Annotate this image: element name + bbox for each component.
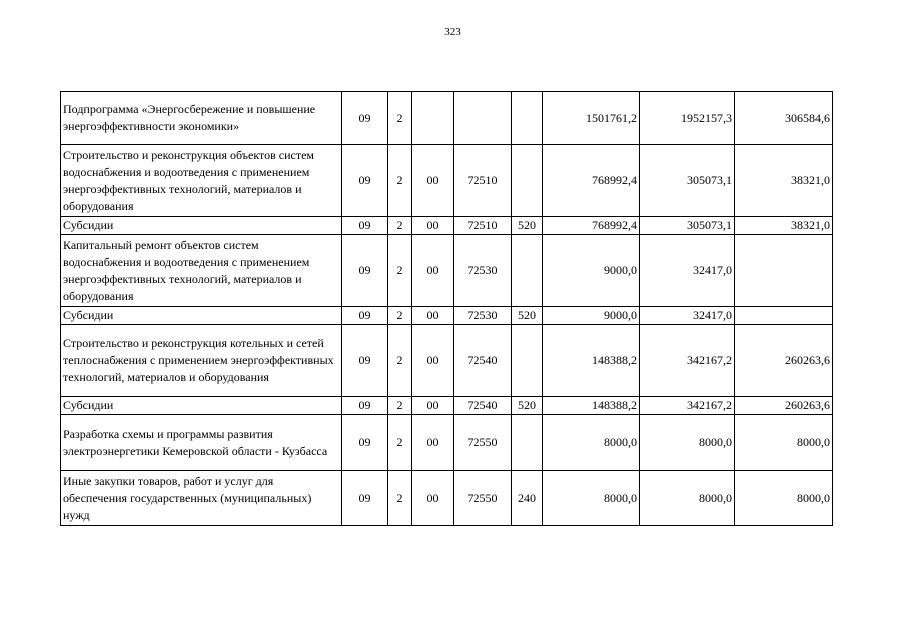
row-name: Субсидии — [61, 397, 342, 415]
table-row — [61, 471, 833, 526]
program-code: 2 — [388, 217, 412, 235]
table-row — [61, 397, 833, 415]
row-name: Строительство и реконструкция котельных и сетей теплоснабжения с применением энергоэффективных технологий, материалов и оборудования — [61, 325, 342, 397]
direction-code: 72540 — [454, 397, 512, 415]
expense-type-code: 520 — [512, 217, 543, 235]
table-row — [61, 307, 833, 325]
program-code: 2 — [388, 235, 412, 307]
amount-year-1: 9000,0 — [543, 307, 640, 325]
subprogram-code: 00 — [412, 415, 454, 471]
section-code: 09 — [342, 415, 388, 471]
expense-type-code — [512, 92, 543, 145]
section-code: 09 — [342, 145, 388, 217]
amount-year-2: 305073,1 — [640, 145, 735, 217]
table-row — [61, 415, 833, 471]
budget-table — [60, 91, 833, 526]
section-code: 09 — [342, 217, 388, 235]
direction-code: 72550 — [454, 471, 512, 526]
amount-year-1: 8000,0 — [543, 415, 640, 471]
row-name: Разработка схемы и программы развития электроэнергетики Кемеровской области - Кузбасса — [61, 415, 342, 471]
program-code: 2 — [388, 307, 412, 325]
section-code: 09 — [342, 235, 388, 307]
table-row — [61, 325, 833, 397]
expense-type-code: 520 — [512, 397, 543, 415]
subprogram-code — [412, 92, 454, 145]
row-name: Строительство и реконструкция объектов систем водоснабжения и водоотведения с применением энергоэффективных технологий, материалов и оборудования — [61, 145, 342, 217]
amount-year-1: 9000,0 — [543, 235, 640, 307]
amount-year-3: 260263,6 — [735, 325, 833, 397]
program-code: 2 — [388, 415, 412, 471]
amount-year-1: 148388,2 — [543, 397, 640, 415]
row-name: Капитальный ремонт объектов систем водоснабжения и водоотведения с применением энергоэффективных технологий, материалов и оборудования — [61, 235, 342, 307]
expense-type-code — [512, 415, 543, 471]
amount-year-1: 148388,2 — [543, 325, 640, 397]
expense-type-code — [512, 145, 543, 217]
amount-year-1: 8000,0 — [543, 471, 640, 526]
direction-code: 72550 — [454, 415, 512, 471]
amount-year-1: 768992,4 — [543, 217, 640, 235]
amount-year-3 — [735, 235, 833, 307]
amount-year-3 — [735, 307, 833, 325]
row-name: Субсидии — [61, 217, 342, 235]
section-code: 09 — [342, 471, 388, 526]
amount-year-2: 32417,0 — [640, 235, 735, 307]
direction-code: 72510 — [454, 217, 512, 235]
table-row — [61, 217, 833, 235]
subprogram-code: 00 — [412, 471, 454, 526]
program-code: 2 — [388, 471, 412, 526]
subprogram-code: 00 — [412, 145, 454, 217]
row-name: Субсидии — [61, 307, 342, 325]
amount-year-2: 342167,2 — [640, 325, 735, 397]
table-row — [61, 235, 833, 307]
subprogram-code: 00 — [412, 235, 454, 307]
row-name: Иные закупки товаров, работ и услуг для обеспечения государственных (муниципальных) нужд — [61, 471, 342, 526]
amount-year-3: 38321,0 — [735, 145, 833, 217]
direction-code: 72540 — [454, 325, 512, 397]
amount-year-1: 768992,4 — [543, 145, 640, 217]
table-row — [61, 92, 833, 145]
expense-type-code: 520 — [512, 307, 543, 325]
subprogram-code: 00 — [412, 217, 454, 235]
direction-code: 72510 — [454, 145, 512, 217]
subprogram-code: 00 — [412, 397, 454, 415]
direction-code — [454, 92, 512, 145]
row-name: Подпрограмма «Энергосбережение и повышение энергоэффективности экономики» — [61, 92, 342, 145]
amount-year-1: 1501761,2 — [543, 92, 640, 145]
section-code: 09 — [342, 307, 388, 325]
expense-type-code — [512, 235, 543, 307]
amount-year-2: 1952157,3 — [640, 92, 735, 145]
section-code: 09 — [342, 92, 388, 145]
program-code: 2 — [388, 92, 412, 145]
amount-year-2: 342167,2 — [640, 397, 735, 415]
amount-year-2: 8000,0 — [640, 471, 735, 526]
amount-year-3: 8000,0 — [735, 471, 833, 526]
amount-year-3: 38321,0 — [735, 217, 833, 235]
amount-year-3: 8000,0 — [735, 415, 833, 471]
subprogram-code: 00 — [412, 307, 454, 325]
direction-code: 72530 — [454, 235, 512, 307]
program-code: 2 — [388, 397, 412, 415]
expense-type-code: 240 — [512, 471, 543, 526]
amount-year-2: 32417,0 — [640, 307, 735, 325]
subprogram-code: 00 — [412, 325, 454, 397]
direction-code: 72530 — [454, 307, 512, 325]
amount-year-2: 8000,0 — [640, 415, 735, 471]
section-code: 09 — [342, 397, 388, 415]
amount-year-2: 305073,1 — [640, 217, 735, 235]
program-code: 2 — [388, 145, 412, 217]
amount-year-3: 260263,6 — [735, 397, 833, 415]
table-row — [61, 145, 833, 217]
expense-type-code — [512, 325, 543, 397]
page-number: 323 — [444, 26, 461, 38]
amount-year-3: 306584,6 — [735, 92, 833, 145]
program-code: 2 — [388, 325, 412, 397]
section-code: 09 — [342, 325, 388, 397]
